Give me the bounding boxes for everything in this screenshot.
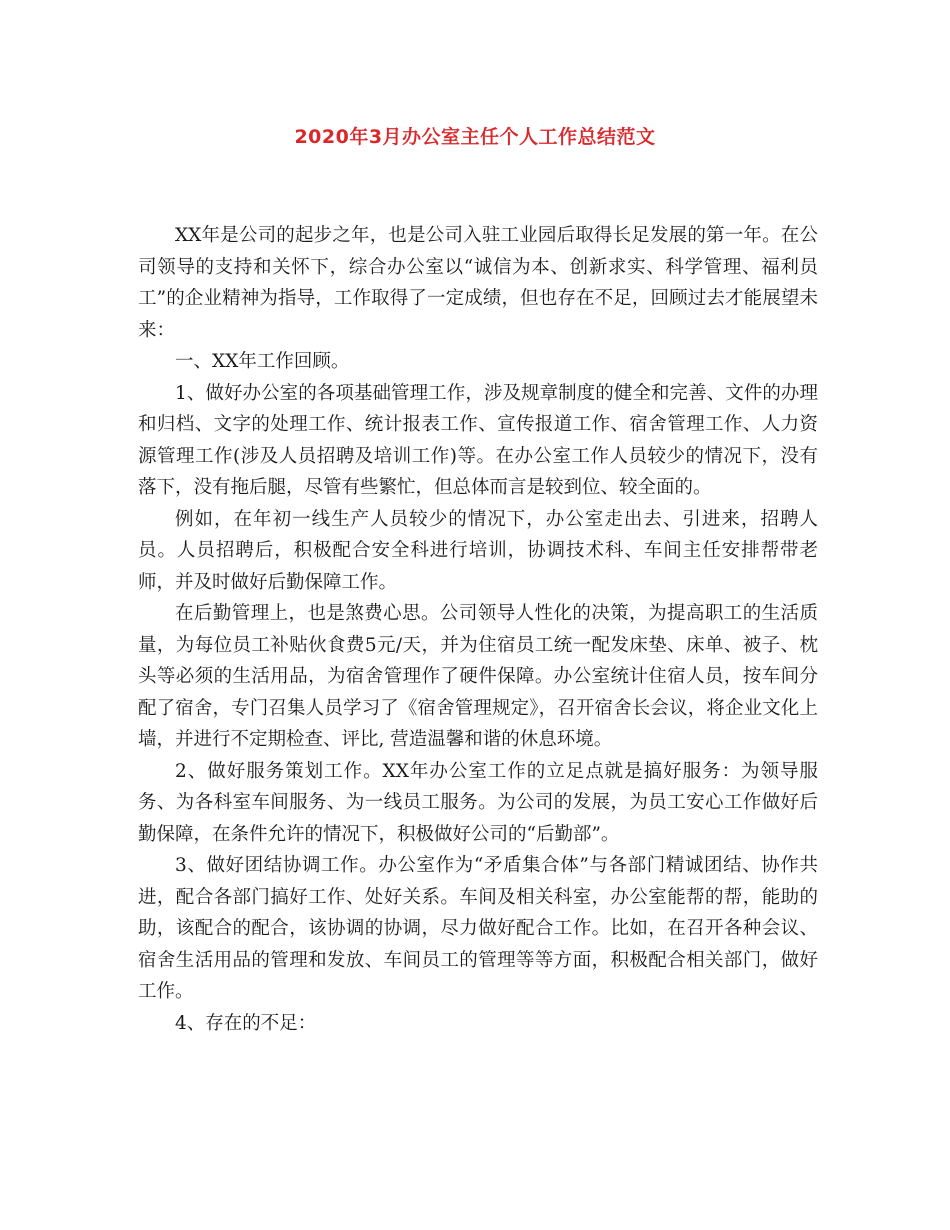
paragraph-logistics: 在后勤管理上，也是煞费心思。公司领导人性化的决策，为提高职工的生活质量，为每位员工补贴伙食费5元/天，并为住宿员工统一配发床垫、床单、被子、枕头等必须的生活用品，为宿舍管理作了硬件保障。办公室统计住宿人员，按车间分配了宿舍，专门召集人员学习了《宿舍管理规定》，召开宿舍长会议，将企业文化上墙，并进行不定期检查、评比, 营造温馨和谐的休息环境。 — [138, 603, 818, 750]
paragraph-item-1: 1、做好办公室的各项基础管理工作，涉及规章制度的健全和完善、文件的办理和归档、文字的处理工作、统计报表工作、宣传报道工作、宿舍管理工作、人力资源管理工作(涉及人员招聘及培训工作)等。在办公室工作人员较少的情况下，没有落下，没有拖后腿，尽管有些繁忙，但总体而言是较到位、较全面的。 — [138, 382, 818, 498]
document-body — [138, 220, 818, 1039]
paragraph-item-2: 2、做好服务策划工作。XX年办公室工作的立足点就是搞好服务：为领导服务、为各科室车间服务、为一线员工服务。为公司的发展，为员工安心工作做好后勤保障，在条件允许的情况下，积极做好公司的“后勤部”。 — [138, 760, 818, 845]
paragraph-section-heading: 一、XX年工作回顾。 — [175, 351, 350, 372]
paragraph-item-4: 4、存在的不足： — [175, 1012, 317, 1034]
paragraph-example: 例如，在年初一线生产人员较少的情况下，办公室走出去、引进来，招聘人员。人员招聘后，积极配合安全科进行培训，协调技术科、车间主任安排帮带老师，并及时做好后勤保障工作。 — [138, 508, 818, 593]
paragraph-intro: XX年是公司的起步之年，也是公司入驻工业园后取得长足发展的第一年。在公司领导的支持和关怀下，综合办公室以“诚信为本、创新求实、科学管理、福利员工”的企业精神为指导，工作取得了一定成绩，但也存在不足，回顾过去才能展望未来： — [138, 225, 818, 341]
document-title: 2020年3月办公室主任个人工作总结范文 — [294, 126, 656, 148]
paragraph-item-3: 3、做好团结协调工作。办公室作为“矛盾集合体”与各部门精诚团结、协作共进，配合各部门搞好工作、处好关系。车间及相关科室，办公室能帮的帮，能助的助，该配合的配合，该协调的协调，尽力做好配合工作。比如，在召开各种会议、宿舍生活用品的管理和发放、车间员工的管理等等方面，积极配合相关部门，做好工作。 — [138, 855, 818, 1002]
